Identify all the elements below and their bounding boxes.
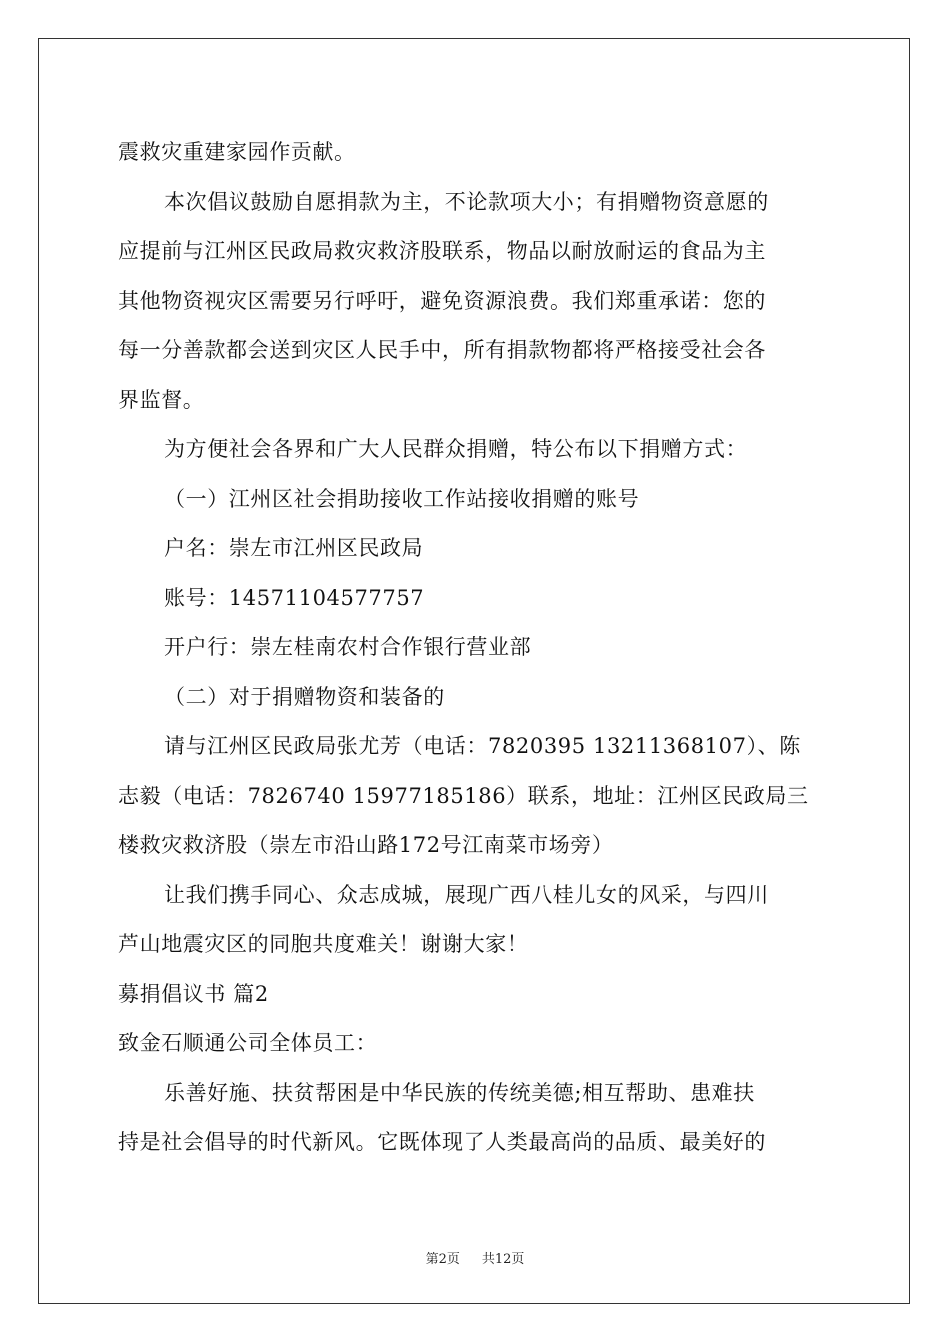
text-line: 本次倡议鼓励自愿捐款为主，不论款项大小；有捐赠物资意愿的 (164, 189, 769, 214)
text-line: 芦山地震灾区的同胞共度难关！谢谢大家！ (118, 932, 529, 956)
page-footer (0, 1248, 950, 1267)
text-line: 账号：14571104577757 (164, 585, 425, 610)
text-line: 志毅（电话：7826740 15977185186）联系，地址：江州区民政局三 (118, 783, 809, 808)
text-line: 户名：崇左市江州区民政局 (164, 536, 424, 560)
text-line: 乐善好施、扶贫帮困是中华民族的传统美德;相互帮助、患难扶 (164, 1080, 755, 1105)
text-line: 每一分善款都会送到灾区人民手中，所有捐款物都将严格接受社会各 (118, 338, 766, 362)
text-line: 募捐倡议书 篇2 (118, 981, 269, 1006)
page-number-current: 第2页 (425, 1252, 460, 1267)
document-body (118, 128, 834, 1168)
text-line: 楼救灾救济股（崇左市沿山路172号江南菜市场旁） (118, 833, 614, 857)
page-number-total: 共12页 (481, 1252, 525, 1267)
text-line: （二）对于捐赠物资和装备的 (164, 684, 445, 709)
text-line: （一）江州区社会捐助接收工作站接收捐赠的账号 (164, 486, 640, 511)
text-line: 请与江州区民政局张尤芳（电话：7820395 13211368107）、陈 (164, 734, 801, 758)
text-line: 其他物资视灾区需要另行呼吁，避免资源浪费。我们郑重承诺：您的 (118, 288, 766, 313)
text-line: 让我们携手同心、众志成城，展现广西八桂儿女的风采，与四川 (164, 882, 769, 907)
text-line: 震救灾重建家园作贡献。 (118, 140, 356, 164)
text-line: 应提前与江州区民政局救灾救济股联系，物品以耐放耐运的食品为主 (118, 239, 766, 263)
text-line: 开户行：崇左桂南农村合作银行营业部 (164, 635, 532, 659)
text-line: 界监督。 (118, 387, 205, 412)
text-line: 持是社会倡导的时代新风。它既体现了人类最高尚的品质、最美好的 (118, 1130, 766, 1154)
text-line: 为方便社会各界和广大人民群众捐赠，特公布以下捐赠方式： (164, 437, 748, 461)
text-line: 致金石顺通公司全体员工： (118, 1031, 378, 1055)
